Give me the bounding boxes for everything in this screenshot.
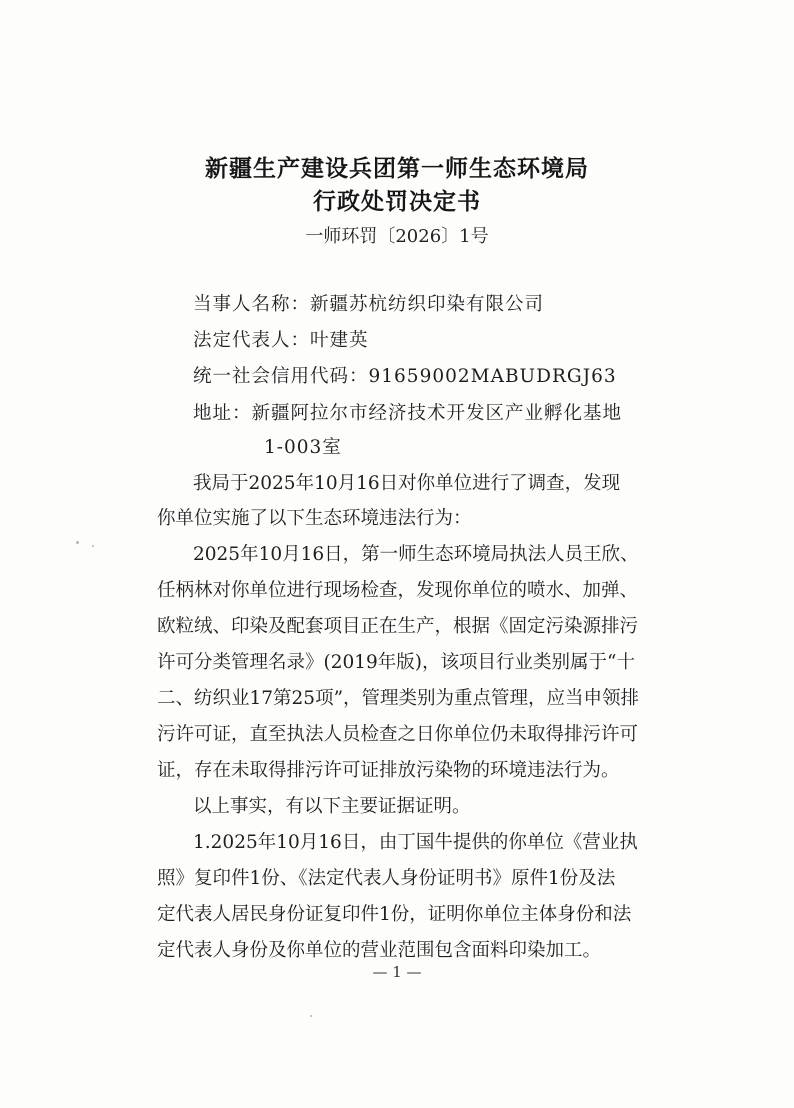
paragraph-4-line4: 定代表人身份及你单位的营业范围包含面料印染加工。	[157, 940, 602, 961]
paragraph-2-line6: 污许可证，直至执法人员检查之日你单位仍未取得排污许可	[157, 724, 639, 745]
paragraph-1-line1: 我局于2025年10月16日对你单位进行了调查，发现	[193, 473, 621, 494]
paragraph-2-line2: 任柄林对你单位进行现场检查，发现你单位的喷水、加弹、	[157, 580, 639, 601]
paragraph-4-line1: 1.2025年10月16日，由丁国牛提供的你单位《营业执	[193, 832, 638, 853]
paragraph-1-line2: 你单位实施了以下生态环境违法行为：	[157, 508, 472, 529]
document-number: 一师环罚〔2026〕1号	[305, 226, 489, 247]
legal-representative-line: 法定代表人：叶建英	[193, 330, 369, 351]
paragraph-2-line1: 2025年10月16日，第一师生态环境局执法人员王欣、	[193, 544, 639, 565]
credit-code-line: 统一社会信用代码：91659002MABUDRGJ63	[193, 366, 617, 387]
party-name-line: 当事人名称：新疆苏杭纺织印染有限公司	[193, 294, 545, 315]
paragraph-2-line4: 许可分类管理名录》(2019年版)，该项目行业类别属于“十	[157, 652, 635, 673]
document-title-line2: 行政处罚决定书	[313, 188, 481, 215]
paragraph-4-line2: 照》复印件1份、《法定代表人身份证明书》原件1份及法	[157, 868, 616, 889]
scan-speck	[310, 1015, 312, 1017]
scan-speck	[92, 545, 94, 547]
scan-speck	[76, 541, 79, 544]
address-line2: 1-003室	[264, 437, 342, 458]
address-line1: 地址：新疆阿拉尔市经济技术开发区产业孵化基地	[193, 403, 623, 424]
paragraph-2-line3: 欧粒绒、印染及配套项目正在生产，根据《固定污染源排污	[157, 616, 639, 637]
paragraph-4-line3: 定代表人居民身份证复印件1份，证明你单位主体身份和法	[157, 904, 632, 925]
document-title-line1: 新疆生产建设兵团第一师生态环境局	[205, 155, 589, 182]
paragraph-3-line1: 以上事实，有以下主要证据证明。	[193, 796, 471, 817]
paragraph-2-line5: 二、纺织业17第25项”，管理类别为重点管理，应当申领排	[157, 688, 640, 709]
paragraph-2-line7: 证，存在未取得排污许可证排放污染物的环境违法行为。	[157, 760, 620, 781]
page-number: — 1 —	[372, 963, 422, 981]
